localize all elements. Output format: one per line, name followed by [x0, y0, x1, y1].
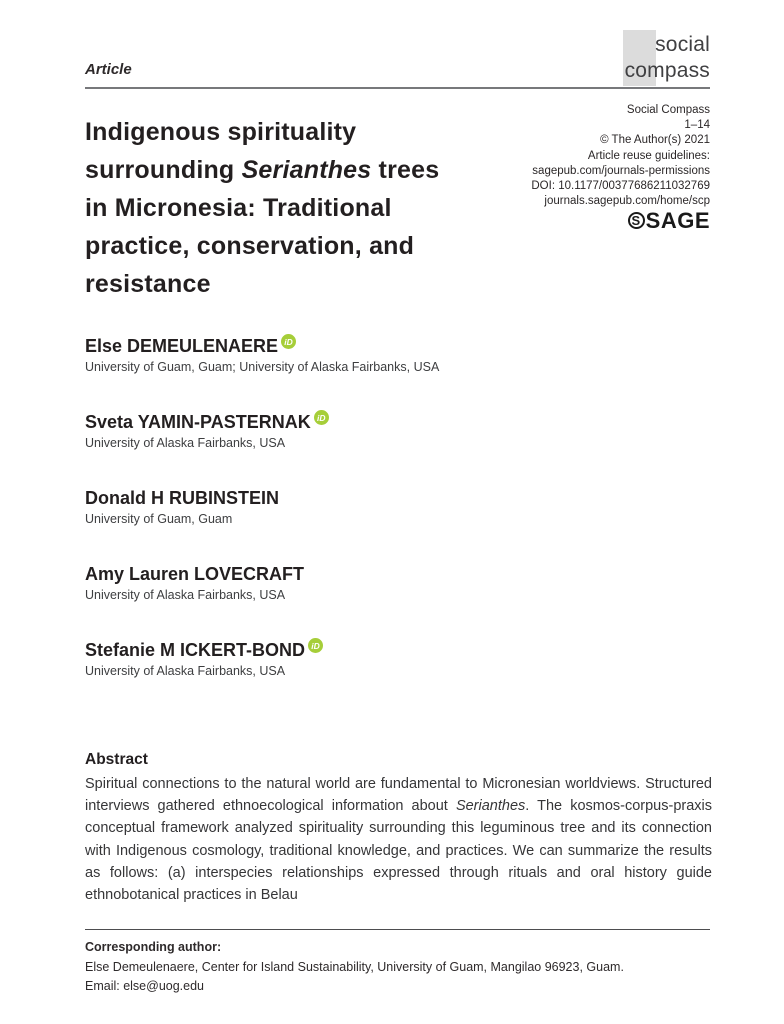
- abstract-text-part1: Spiritual connections to the natural world are fundamental to Micronesian worldviews. Structured interviews gathered ethnoecological information about: [85, 776, 712, 815]
- meta-reuse-label: Article reuse guidelines:: [587, 149, 710, 162]
- email-link[interactable]: else@uog.edu: [123, 979, 205, 993]
- orcid-icon[interactable]: iD: [308, 638, 323, 653]
- journal-metadata: [531, 103, 710, 234]
- journal-logo-line2: compass: [624, 59, 710, 82]
- title-line5: resistance: [85, 270, 211, 298]
- sage-circle-s-icon: S: [628, 212, 645, 229]
- author-name: [85, 640, 645, 660]
- abstract-species-name: Serianthes: [455, 798, 526, 815]
- author-name: [85, 412, 645, 432]
- abstract-text: [85, 773, 712, 906]
- article-type-label: Article: [85, 61, 132, 78]
- header-divider: [85, 87, 710, 89]
- author-block: [85, 564, 645, 603]
- paper-title: [85, 113, 565, 303]
- abstract-heading: Abstract: [85, 751, 148, 768]
- author-name: [85, 336, 645, 356]
- abstract-text-part2: . The kosmos-corpus-praxis conceptual framework analyzed spirituality surrounding this leguminous tree and its connection with Indigenous cosmology, traditional knowledge, and practices. We can summarize the results as follows: (a) interspecies relationships expressed through rituals and oral history guide ethnobotanical practices in Belau: [85, 798, 713, 904]
- email-label: Email:: [85, 979, 124, 993]
- orcid-icon[interactable]: iD: [281, 334, 296, 349]
- author-name-text: Donald H RUBINSTEIN: [85, 488, 280, 508]
- sage-logo: [531, 208, 710, 234]
- title-line2-post: trees: [371, 156, 440, 184]
- meta-journal-name: Social Compass: [626, 104, 710, 116]
- journal-logo: [625, 32, 710, 84]
- author-name: [85, 488, 645, 508]
- author-name-text: Else DEMEULENAERE: [85, 336, 279, 356]
- author-name: [85, 564, 645, 584]
- author-affiliation: University of Alaska Fairbanks, USA: [85, 436, 286, 450]
- title-line1: Indigenous spirituality: [85, 118, 357, 146]
- title-line4: practice, conservation, and: [85, 232, 415, 260]
- orcid-icon[interactable]: iD: [314, 410, 329, 425]
- meta-reuse-link[interactable]: sagepub.com/journals-permissions: [532, 164, 710, 177]
- author-name-text: Amy Lauren LOVECRAFT: [85, 564, 305, 584]
- journal-logo-line1: social: [655, 33, 710, 56]
- author-block: [85, 488, 645, 527]
- title-species-name: Serianthes: [241, 156, 372, 184]
- title-line2-pre: surrounding: [85, 156, 242, 184]
- author-affiliation: University of Alaska Fairbanks, USA: [85, 664, 286, 678]
- author-name-text: Stefanie M ICKERT-BOND: [85, 640, 306, 660]
- corresponding-author-address: Else Demeulenaere, Center for Island Sustainability, University of Guam, Mangilao 96923, Guam.: [85, 959, 624, 974]
- footer-divider: [85, 929, 710, 930]
- author-list: [85, 336, 645, 716]
- abstract-section: [85, 750, 712, 906]
- author-block: [85, 336, 645, 375]
- sage-wordmark: SAGE: [645, 208, 710, 234]
- author-name-text: Sveta YAMIN-PASTERNAK: [85, 412, 311, 432]
- meta-journal-link[interactable]: journals.sagepub.com/home/scp: [544, 195, 710, 208]
- meta-page-range: 1–14: [684, 119, 710, 132]
- author-affiliation: University of Alaska Fairbanks, USA: [85, 588, 286, 602]
- author-block: [85, 412, 645, 451]
- title-line3: in Micronesia: Traditional: [85, 194, 392, 222]
- author-affiliation: University of Guam, Guam; University of Alaska Fairbanks, USA: [85, 360, 440, 374]
- corresponding-author-email-line: [85, 977, 712, 997]
- author-block: [85, 640, 645, 679]
- meta-copyright: © The Author(s) 2021: [600, 134, 710, 147]
- corresponding-author-note: [85, 938, 712, 997]
- author-affiliation: University of Guam, Guam: [85, 512, 233, 526]
- corresponding-author-label: Corresponding author:: [85, 940, 222, 954]
- meta-doi-link[interactable]: DOI: 10.1177/00377686211032769: [531, 180, 710, 193]
